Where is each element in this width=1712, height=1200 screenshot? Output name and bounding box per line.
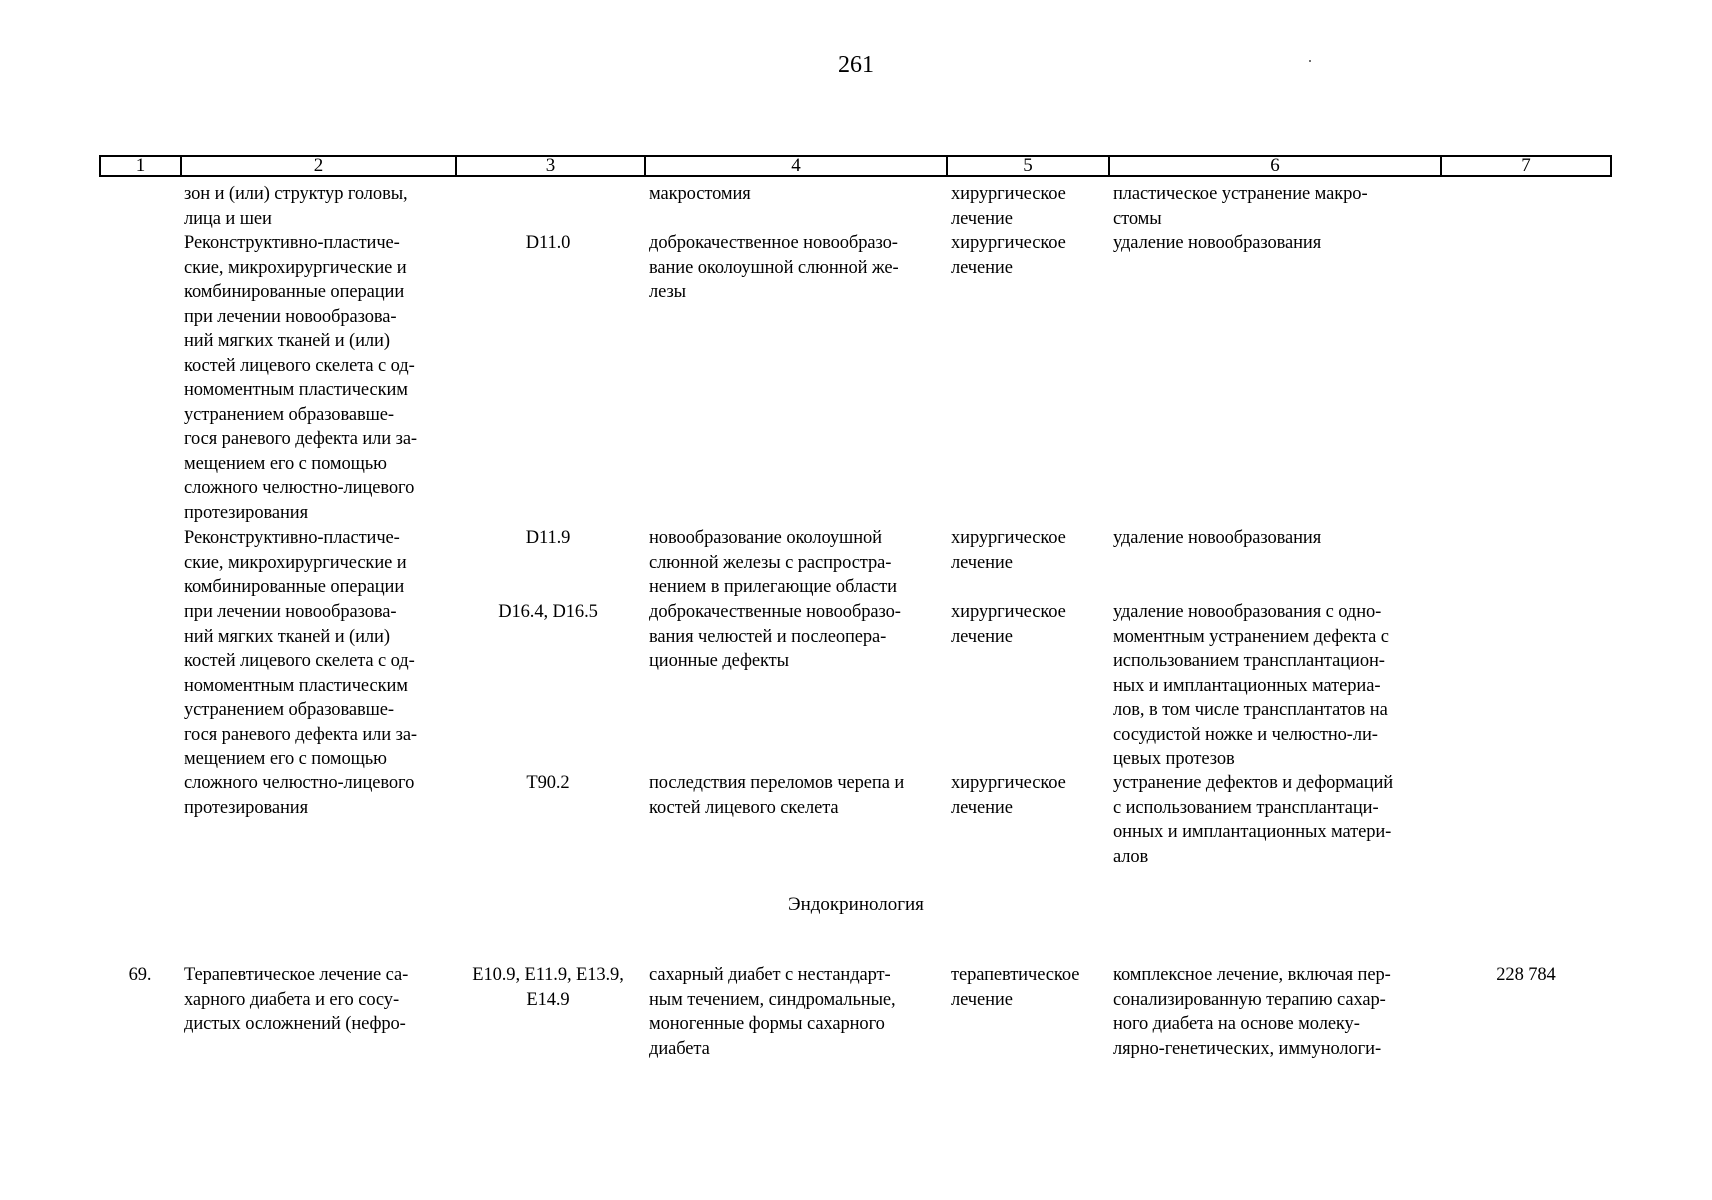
cell-c4-row-0	[649, 182, 944, 207]
cell-c3-row-3	[456, 600, 640, 625]
cell-line: лечение	[951, 989, 1013, 1010]
cell-line: устранением образовавше-	[184, 700, 394, 720]
cell-c2-row-4	[184, 771, 456, 820]
cell-line: при лечении новообразова-	[184, 602, 397, 622]
header-col-7: 7	[1440, 157, 1610, 175]
cell-c2-row-0	[184, 182, 456, 231]
cell-line: T90.2	[526, 773, 570, 793]
cell-line: ские, микрохирургические и	[184, 257, 407, 278]
cell-line: D16.4, D16.5	[498, 602, 598, 622]
cell-line: лезы	[649, 282, 687, 302]
cell-line: с использованием трансплантаци-	[1113, 797, 1379, 818]
table-header-row	[99, 155, 1612, 177]
header-col-1: 1	[135, 155, 146, 176]
cell-line: E14.9	[526, 989, 570, 1010]
cell-line: слюнной железы с распростра-	[649, 552, 892, 573]
cell-line: алов	[1113, 846, 1149, 867]
cell-line: гося раневого дефекта или за-	[184, 724, 417, 745]
cell-line: ний мягких тканей и (или)	[184, 626, 390, 647]
cell-line: Реконструктивно-пластиче-	[184, 528, 400, 548]
cell-c4-row-4	[649, 771, 944, 820]
cell-line: при лечении новообразова-	[184, 306, 397, 327]
cell-c3-row-2	[456, 526, 640, 551]
page-number: 261	[838, 52, 874, 78]
cell-line: хирургическое	[951, 773, 1066, 793]
cell-line: сахарный диабет с нестандарт-	[649, 965, 891, 985]
cell-c4-row-1	[649, 231, 944, 305]
cell-line: Терапевтическое лечение са-	[184, 965, 409, 985]
cell-c5-row-2	[951, 526, 1111, 575]
cell-line: устранение дефектов и деформаций	[1113, 773, 1394, 793]
cell-line: зон и (или) структур головы,	[184, 184, 408, 204]
cell-line: харного диабета и его сосу-	[184, 989, 400, 1010]
cell-line: D11.0	[525, 233, 571, 253]
cell-line: устранением образовавше-	[184, 404, 394, 425]
cell-line: терапевтическое	[951, 965, 1080, 985]
cell-line: новообразование околоушной	[649, 528, 882, 548]
cell-c6-row-1	[1113, 231, 1438, 256]
cell-line: E10.9, E11.9, E13.9,	[472, 965, 624, 985]
cell-line: цевых протезов	[1113, 749, 1235, 769]
cell-line: доброкачественное новообразо-	[649, 233, 898, 253]
cell-line: лечение	[951, 257, 1013, 278]
cell-line: хирургическое	[951, 602, 1066, 622]
header-col-2: 2	[180, 157, 455, 175]
cell-line: мещением его с помощью	[184, 749, 387, 769]
cell-c6-row-3	[1113, 600, 1438, 772]
cell-c4-row-69	[649, 963, 944, 1061]
header-col-6: 6	[1108, 157, 1440, 175]
cell-line: использованием трансплантацион-	[1113, 651, 1385, 671]
cell-c3-row-69	[456, 963, 640, 1012]
cell-c5-row-3	[951, 600, 1111, 649]
header-col-3: 3	[455, 157, 644, 175]
cell-c2-row-3	[184, 600, 456, 772]
cell-line: комплексное лечение, включая пер-	[1113, 965, 1391, 985]
cell-line: D11.9	[525, 528, 571, 548]
cell-line: моментным устранением дефекта с	[1113, 626, 1389, 647]
cell-line: гося раневого дефекта или за-	[184, 429, 417, 449]
cell-line: ного диабета на основе молеку-	[1113, 1014, 1360, 1034]
cell-line: удаление новообразования	[1113, 233, 1322, 253]
cell-line: хирургическое	[951, 184, 1066, 204]
cell-line: сосудистой ножке и челюстно-ли-	[1113, 724, 1378, 745]
cell-c2-row-69	[184, 963, 456, 1037]
cell-line: вание околоушной слюнной же-	[649, 257, 899, 278]
cell-line: удаление новообразования	[1113, 528, 1322, 548]
cell-line: хирургическое	[951, 233, 1066, 253]
cell-line: комбинированные операции	[184, 282, 405, 302]
cell-c3-row-1	[456, 231, 640, 256]
cell-line: лечение	[951, 552, 1013, 573]
cell-line: номоментным пластическим	[184, 380, 408, 400]
cell-c6-row-4	[1113, 771, 1438, 869]
cell-line: ных и имплантационных материа-	[1113, 675, 1381, 696]
header-col-4: 4	[644, 157, 946, 175]
cell-line: ний мягких тканей и (или)	[184, 331, 390, 351]
cell-line: хирургическое	[951, 528, 1066, 548]
cell-c5-row-4	[951, 771, 1111, 820]
cell-line: лярно-генетических, иммунологи-	[1113, 1038, 1382, 1059]
cell-c4-row-2	[649, 526, 944, 600]
header-col-5: 5	[946, 157, 1108, 175]
cell-line: макростомия	[649, 184, 751, 204]
cell-line: диабета	[649, 1038, 710, 1059]
cell-line: сложного челюстно-лицевого	[184, 478, 415, 498]
cell-c5-row-69	[951, 963, 1111, 1012]
cell-line: Реконструктивно-пластиче-	[184, 233, 400, 253]
cell-line: костей лицевого скелета с од-	[184, 355, 415, 376]
cell-line: лечение	[951, 797, 1013, 818]
cell-line: моногенные формы сахарного	[649, 1014, 885, 1034]
cell-line: костей лицевого скелета	[649, 797, 839, 818]
cell-c3-row-4	[456, 771, 640, 796]
cell-c2-row-2	[184, 526, 456, 600]
cell-c6-row-0	[1113, 182, 1438, 231]
cell-line: вания челюстей и послеопера-	[649, 626, 887, 647]
cell-line: сонализированную терапию сахар-	[1113, 989, 1386, 1010]
cell-line: пластическое устранение макро-	[1113, 184, 1368, 204]
cell-line: сложного челюстно-лицевого	[184, 773, 415, 793]
cell-line: дистых осложнений (нефро-	[184, 1014, 406, 1034]
cell-line: номоментным пластическим	[184, 675, 408, 696]
row-price: 228 784	[1496, 965, 1556, 985]
scan-speck	[1309, 60, 1311, 62]
cell-line: удаление новообразования с одно-	[1113, 602, 1382, 622]
cell-c6-row-69	[1113, 963, 1438, 1061]
cell-line: ские, микрохирургические и	[184, 552, 407, 573]
cell-line: мещением его с помощью	[184, 453, 387, 474]
cell-line: доброкачественные новообразо-	[649, 602, 901, 622]
cell-line: ционные дефекты	[649, 651, 789, 671]
cell-line: костей лицевого скелета с од-	[184, 651, 415, 671]
cell-line: лов, в том числе трансплантатов на	[1113, 700, 1388, 720]
cell-c5-row-0	[951, 182, 1111, 231]
cell-line: онных и имплантационных матери-	[1113, 822, 1392, 842]
row-number: 69.	[128, 965, 152, 985]
cell-line: протезирования	[184, 502, 308, 523]
cell-line: стомы	[1113, 208, 1162, 229]
cell-c2-row-1	[184, 231, 456, 525]
cell-c5-row-1	[951, 231, 1111, 280]
cell-line: лечение	[951, 626, 1013, 647]
cell-line: протезирования	[184, 797, 308, 818]
cell-line: ным течением, синдромальные,	[649, 989, 896, 1010]
cell-line: последствия переломов черепа и	[649, 773, 905, 793]
section-title: Эндокринология	[788, 894, 924, 915]
cell-line: нением в прилегающие области	[649, 577, 897, 597]
cell-line: комбинированные операции	[184, 577, 405, 597]
cell-c6-row-2	[1113, 526, 1438, 551]
cell-line: лечение	[951, 208, 1013, 229]
cell-line: лица и шеи	[184, 208, 272, 229]
cell-c4-row-3	[649, 600, 944, 674]
